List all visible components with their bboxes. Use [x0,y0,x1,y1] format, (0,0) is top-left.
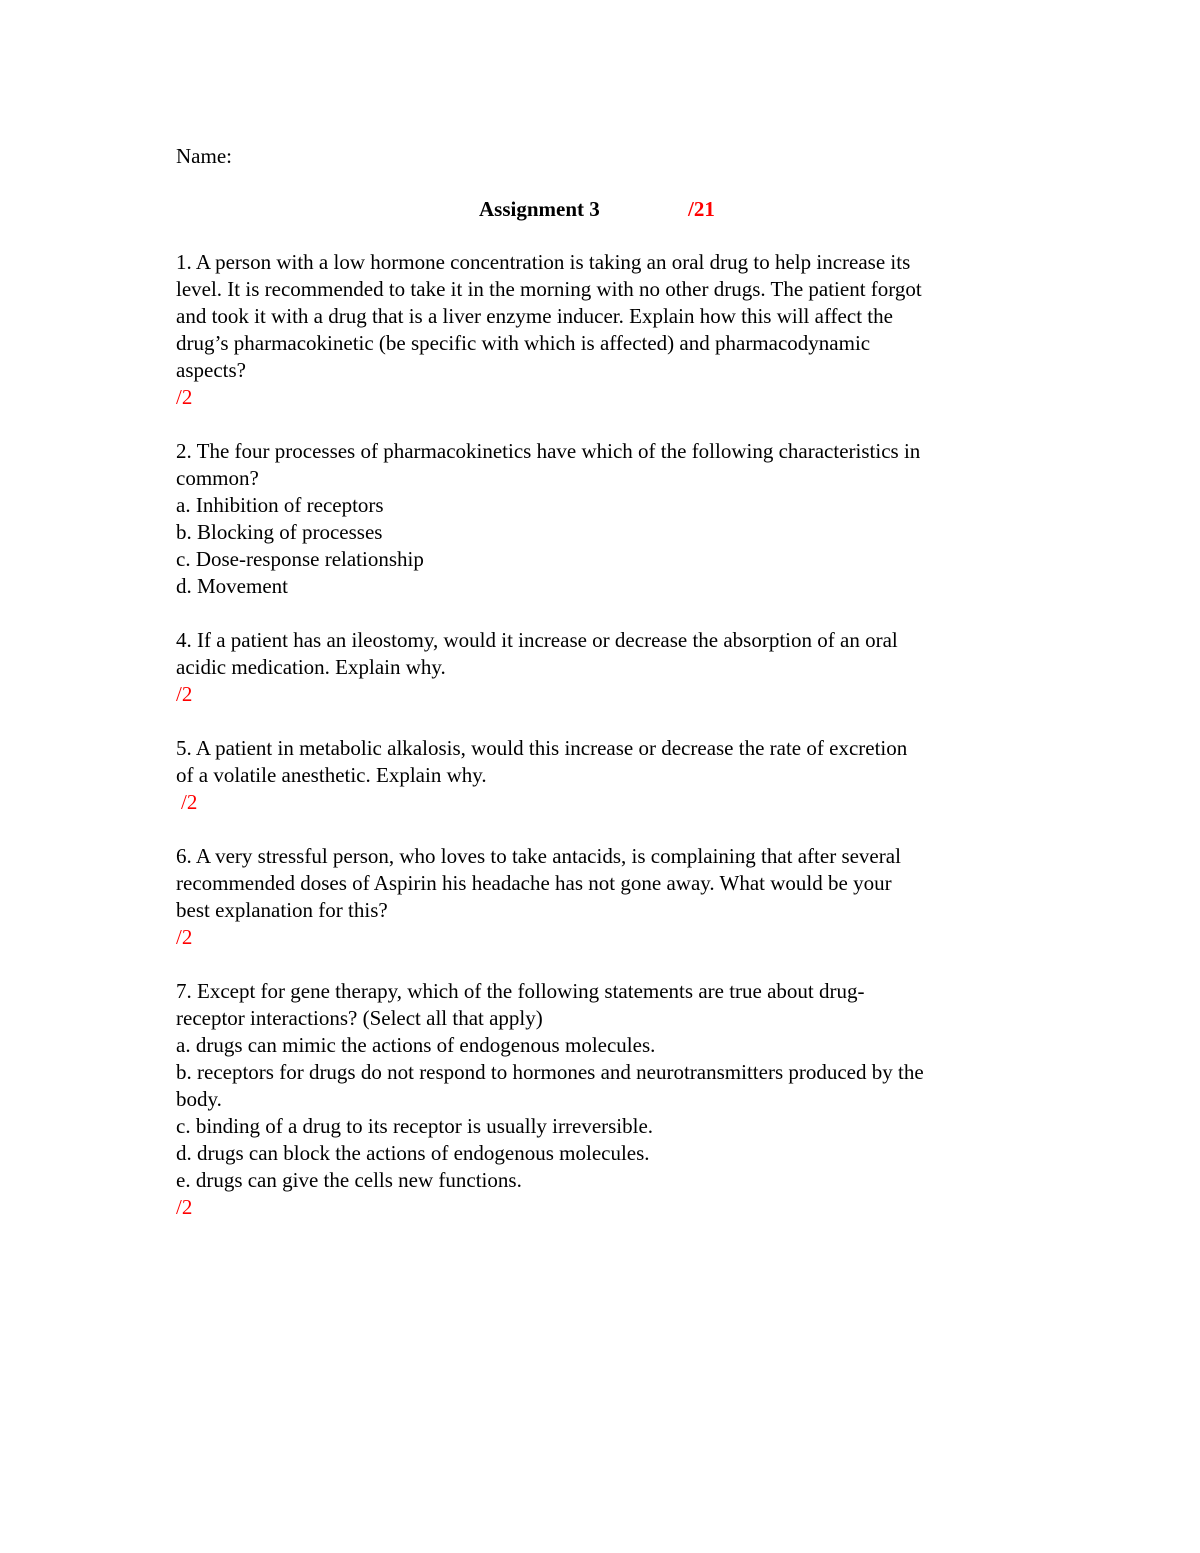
answer-option: a. Inhibition of receptors [176,493,384,517]
question-1 [176,249,1026,411]
question-score: /2 [176,1195,193,1219]
question-line: receptor interactions? (Select all that apply) [176,1006,543,1030]
answer-option: b. Blocking of processes [176,520,383,544]
question-line: 2. The four processes of pharmacokinetics have which of the following characteristics in [176,439,921,463]
answer-option: a. drugs can mimic the actions of endogenous molecules. [176,1033,656,1057]
document-content [176,143,1026,1248]
question-7 [176,978,1026,1221]
question-line: 1. A person with a low hormone concentration is taking an oral drug to help increase its [176,250,911,274]
name-label: Name: [176,144,232,168]
question-line: of a volatile anesthetic. Explain why. [176,763,487,787]
question-5 [176,735,1026,816]
question-line: aspects? [176,358,246,382]
question-line: 4. If a patient has an ileostomy, would it increase or decrease the absorption of an oral [176,628,898,652]
total-score: /21 [688,197,715,221]
answer-option: d. Movement [176,574,288,598]
answer-option: b. receptors for drugs do not respond to hormones and neurotransmitters produced by the [176,1060,924,1084]
question-score: /2 [176,925,193,949]
answer-option: d. drugs can block the actions of endogenous molecules. [176,1141,650,1165]
answer-option: c. binding of a drug to its receptor is usually irreversible. [176,1114,654,1138]
question-line: recommended doses of Aspirin his headache has not gone away. What would be your [176,871,892,895]
question-line: 6. A very stressful person, who loves to take antacids, is complaining that after several [176,844,901,868]
question-line: drug’s pharmacokinetic (be specific with which is affected) and pharmacodynamic [176,331,871,355]
question-score: /2 [181,790,198,814]
question-2 [176,438,1026,600]
question-line: 5. A patient in metabolic alkalosis, would this increase or decrease the rate of excretion [176,736,908,760]
question-4 [176,627,1026,708]
page-title: Assignment 3 [479,197,600,221]
answer-option: c. Dose-response relationship [176,547,424,571]
title-row [176,196,1026,223]
answer-option: body. [176,1087,222,1111]
question-line: common? [176,466,259,490]
question-line: acidic medication. Explain why. [176,655,446,679]
question-line: level. It is recommended to take it in the morning with no other drugs. The patient forgot [176,277,922,301]
question-score: /2 [176,682,193,706]
question-score: /2 [176,385,193,409]
question-line: best explanation for this? [176,898,388,922]
question-6 [176,843,1026,951]
question-line: 7. Except for gene therapy, which of the following statements are true about drug- [176,979,865,1003]
question-line: and took it with a drug that is a liver enzyme inducer. Explain how this will affect the [176,304,893,328]
answer-option: e. drugs can give the cells new functions. [176,1168,522,1192]
